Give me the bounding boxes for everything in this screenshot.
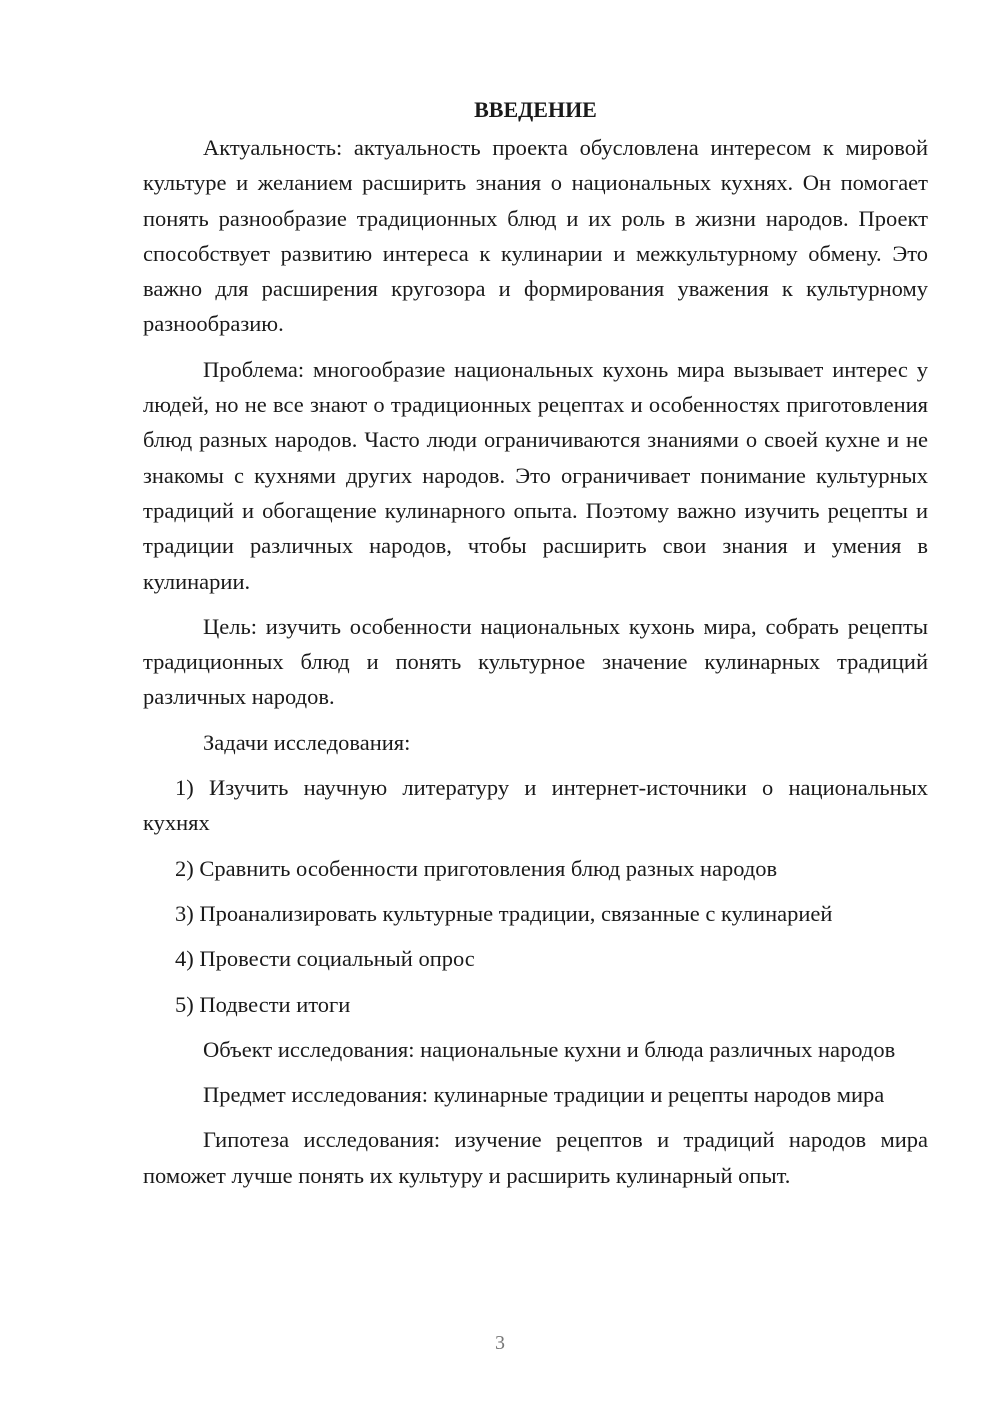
task-item-1: 1) Изучить научную литературу и интернет-источники о национальных кухнях	[143, 775, 928, 836]
paragraph-tasks-heading: Задачи исследования:	[203, 729, 411, 755]
paragraph-object: Объект исследования: национальные кухни и блюда различных народов	[203, 1036, 896, 1062]
paragraph-hypothesis: Гипотеза исследования: изучение рецептов и традиций народов мира поможет лучше понять их культуру и расширить кулинарный опыт.	[143, 1127, 928, 1188]
paragraph-problem: Проблема: многообразие национальных кухонь мира вызывает интерес у людей, но не все знают о традиционных рецептах и особенностях приготовления блюд разных народов. Часто люди ограничиваются знаниями о своей кухне и не знакомы с кухнями других народов. Это ограничивает понимание культурных традиций и обогащение кулинарного опыта. Поэтому важно изучить рецепты и традиции различных народов, чтобы расширить свои знания и умения в кулинарии.	[143, 356, 928, 594]
task-item-5: 5) Подвести итоги	[175, 991, 351, 1017]
document-title: ВВЕДЕНИЕ	[474, 97, 597, 122]
paragraph-relevance: Актуальность: актуальность проекта обусловлена интересом к мировой культуре и желанием расширить знания о национальных кухнях. Он помогает понять разнообразие традиционных блюд и их роль в жизни народов. Проект способствует развитию интереса к кулинарии и межкультурному обмену. Это важно для расширения кругозора и формирования уважения к культурному разнообразию.	[143, 135, 928, 337]
task-item-4: 4) Провести социальный опрос	[175, 946, 475, 972]
paragraph-goal: Цель: изучить особенности национальных кухонь мира, собрать рецепты традиционных блюд и понять культурное значение кулинарных традиций различных народов.	[143, 613, 928, 710]
paragraph-subject: Предмет исследования: кулинарные традиции и рецепты народов мира	[203, 1082, 885, 1108]
task-item-3: 3) Проанализировать культурные традиции, связанные с кулинарией	[175, 900, 833, 926]
task-item-2: 2) Сравнить особенности приготовления блюд разных народов	[175, 855, 778, 881]
page-number: 3	[495, 1332, 505, 1354]
document-page	[143, 95, 928, 1203]
